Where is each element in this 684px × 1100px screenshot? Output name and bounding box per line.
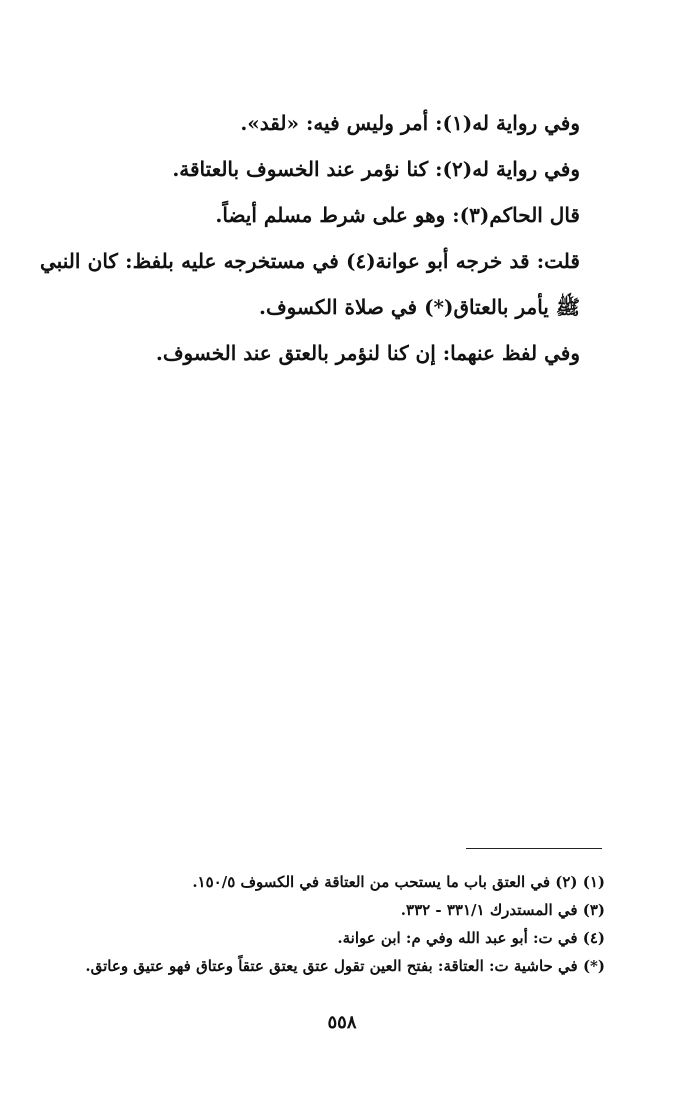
paragraph-narration-1: وفي رواية له(١): أمر وليس فيه: «لقد». [240, 111, 580, 135]
footnote-4: (٤) في ت: أبو عبد الله وفي م: ابن عوانة. [337, 929, 605, 947]
paragraph-narration-2: وفي رواية له(٢): كنا نؤمر عند الخسوف بالعتاقة. [172, 157, 580, 181]
footnote-divider [466, 848, 602, 849]
footnote-star: (*) في حاشية ت: العتاقة: بفتح العين تقول عتق يعتق عتقاً وعتاق فهو عتيق وعاتق. [85, 957, 605, 975]
paragraph-hakim: قال الحاكم(٣): وهو على شرط مسلم أيضاً. [215, 203, 580, 227]
paragraph-wording: وفي لفظ عنهما: إن كنا لنؤمر بالعتق عند الخسوف. [155, 341, 580, 365]
page-number: ٥٥٨ [327, 1012, 357, 1033]
footnotes [60, 868, 605, 980]
main-text [40, 100, 616, 376]
paragraph-abu-awana: قلت: قد خرجه أبو عوانة(٤) في مستخرجه عليه بلفظ: كان النبي ﷺ يأمر بالعتاق(*) في صلاة الكسوف. [40, 249, 580, 319]
footnote-1-2: (١) (٢) في العتق باب ما يستحب من العتاقة في الكسوف ١٥٠/٥. [192, 873, 605, 891]
footnote-3: (٣) في المستدرك ٣٣١/١ - ٣٣٢. [400, 901, 605, 919]
